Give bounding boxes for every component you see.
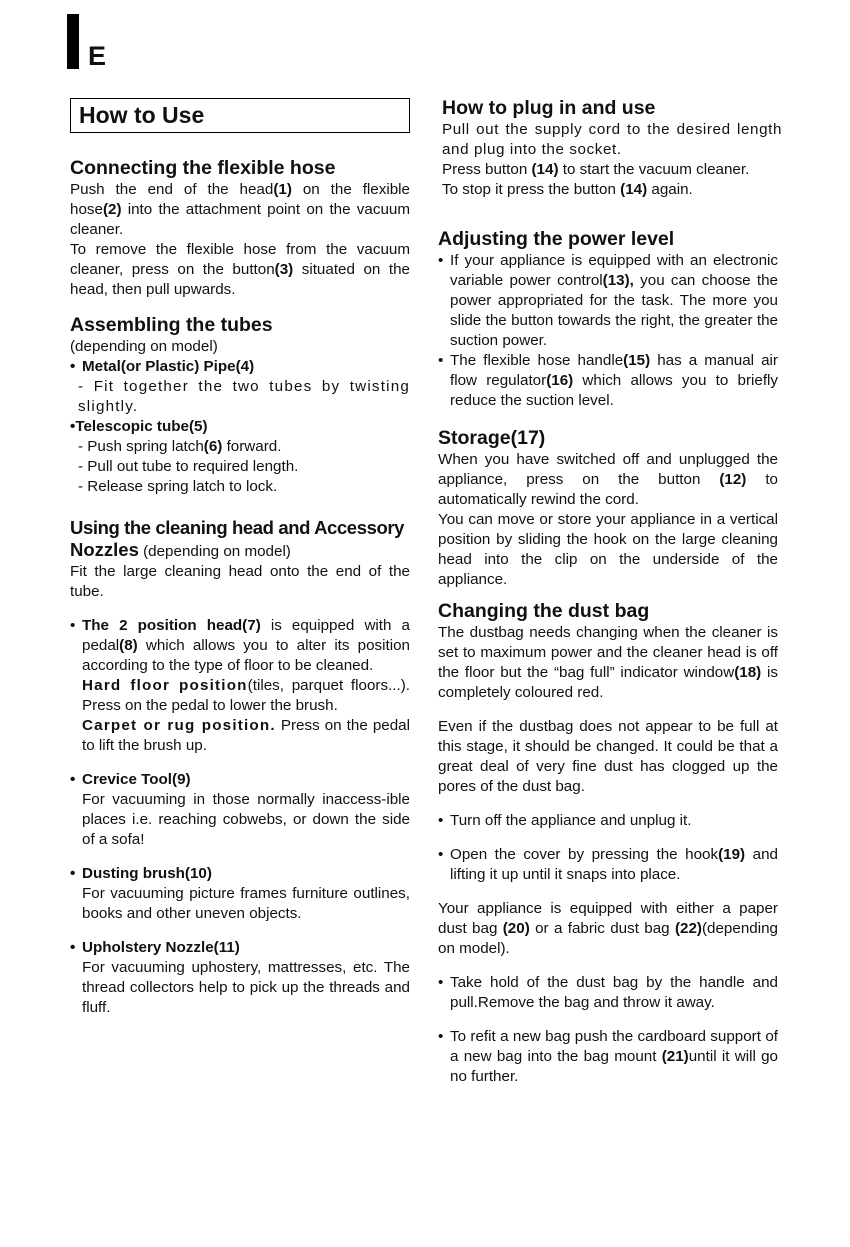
bag-step-remove: • Take hold of the dust bag by the handle and pull.Remove the bag and throw it away.	[438, 973, 778, 1013]
text: to start the vacuum cleaner.	[558, 161, 750, 178]
plug-paragraph-2	[442, 160, 782, 180]
ref-number: (20)	[502, 920, 530, 937]
text: To stop it press the button	[442, 181, 621, 198]
ref-number: (14)	[620, 181, 648, 198]
text: to automatically rewind the cord.	[438, 471, 778, 508]
text: you can choose the power appropriated for the task. The more you slide the button towards the right, the greater the suction power.	[450, 272, 778, 349]
text: is completely coloured red.	[438, 664, 778, 701]
text: Carpet or rug position.	[82, 717, 276, 734]
heading-connecting-hose: Connecting the flexible hose	[70, 157, 336, 179]
section-plug-in	[442, 96, 782, 200]
ref-number: (18)	[734, 664, 762, 681]
section-storage	[438, 426, 778, 590]
section-connecting-hose	[70, 156, 410, 300]
text: is equipped with a pedal	[82, 617, 410, 654]
section-dust-bag	[438, 599, 778, 1087]
cleaning-intro: Fit the large cleaning head onto the end of the tube.	[70, 563, 410, 600]
dusting-title: • Dusting brush(10)	[70, 864, 410, 884]
bag-step-open-cover	[438, 845, 778, 885]
text: situated on the head, then pull upwards.	[70, 261, 410, 298]
ref-number: (3)	[274, 261, 294, 278]
ref-number: (1)	[273, 181, 292, 198]
text: (tiles, parquet floors...). Press on the pedal to lower the brush.	[82, 677, 411, 714]
text: The dustbag needs changing when the cleaner is set to maximum power and the cleaner head is off the floor but the “bag full” indicator window	[438, 624, 778, 681]
heading-cleaning-head: Using the cleaning head and Accessory	[70, 517, 405, 538]
ref-number: (15)	[623, 352, 651, 369]
page-title: How to Use	[70, 98, 410, 133]
text: Hard floor position	[82, 677, 248, 694]
plug-paragraph-1: Pull out the supply cord to the desired length and plug into the socket.	[442, 121, 782, 158]
text: Push the end of the head	[70, 181, 274, 198]
text: The flexible hose handle	[450, 352, 624, 369]
heading-storage: Storage(17)	[438, 427, 546, 449]
cleaning-subheading	[70, 540, 410, 562]
ref-number: (22)	[674, 920, 702, 937]
text: has a manual air flow regulator	[450, 352, 778, 389]
item-upholstery-nozzle	[70, 938, 410, 1018]
text: forward.	[222, 438, 282, 455]
text: which allows you to briefly reduce the suction level.	[450, 372, 779, 409]
connect-paragraph-1	[70, 180, 410, 240]
text: Nozzles	[70, 539, 139, 560]
telescopic-tube-item: •Telescopic tube(5)	[70, 418, 208, 435]
text: (depending on model)	[138, 543, 291, 560]
ref-number: (13),	[602, 272, 634, 289]
text: or a fabric dust bag	[529, 920, 675, 937]
section-power-level	[438, 227, 778, 411]
text: Press on the pedal to lift the brush up.	[82, 717, 410, 754]
power-item-2	[438, 351, 778, 411]
crevice-description: For vacuuming in those normally inaccess-ible places i.e. reaching cobwebs, or down the side of a sofa!	[82, 791, 410, 848]
heading-plug-in: How to plug in and use	[442, 97, 656, 119]
text: which allows you to alter its position according to the type of floor to be cleaned.	[82, 637, 410, 674]
section-marker-bar	[67, 14, 79, 69]
heading-dust-bag: Changing the dust bag	[438, 600, 650, 622]
ref-number: (14)	[531, 161, 559, 178]
telescopic-step-1	[70, 437, 410, 457]
text: Telescopic tube(5)	[75, 418, 208, 435]
plug-paragraph-3	[442, 180, 782, 200]
carpet-position	[70, 716, 410, 756]
crevice-title: • Crevice Tool(9)	[70, 770, 410, 790]
telescopic-step-2: - Pull out tube to required length.	[78, 458, 299, 475]
bag-paragraph-2: Even if the dustbag does not appear to be full at this stage, it should be changed. It could be that a great deal of very fine dust has clogged up the pores of the dust bag.	[438, 718, 778, 795]
text: Open the cover by pressing the hook	[450, 846, 719, 863]
connect-paragraph-2	[70, 240, 410, 300]
ref-number: (8)	[119, 637, 138, 654]
ref-number: (12)	[719, 471, 747, 488]
upholstery-title: • Upholstery Nozzle(11)	[70, 938, 410, 958]
section-cleaning-head	[70, 516, 410, 1018]
item-dusting-brush	[70, 864, 410, 924]
text: (depending on model).	[438, 920, 778, 957]
head-description	[70, 616, 410, 676]
text: on the flexible hose	[70, 181, 410, 218]
text: Press button	[442, 161, 532, 178]
text: The 2 position head(7)	[82, 617, 261, 634]
text: again.	[647, 181, 693, 198]
ref-number: (19)	[718, 846, 746, 863]
ref-number: (6)	[203, 438, 223, 455]
section-assembling-tubes	[70, 313, 410, 497]
assemble-note: (depending on model)	[70, 338, 218, 355]
telescopic-step-3: - Release spring latch to lock.	[78, 478, 278, 495]
storage-paragraph-2: You can move or store your appliance in a vertical position by sliding the hook on the large cleaning head into the clip on the underside of the appliance.	[438, 511, 778, 588]
ref-number: (21)	[661, 1048, 689, 1065]
item-2-position-head	[70, 616, 410, 756]
ref-number: (2)	[102, 201, 122, 218]
storage-paragraph-1	[438, 450, 778, 510]
hard-floor-position	[70, 676, 410, 716]
bag-step-refit	[438, 1027, 778, 1087]
bag-paragraph-3	[438, 899, 778, 959]
bag-paragraph-1	[438, 623, 778, 703]
language-label: E	[88, 41, 107, 71]
text: into the attachment point on the vacuum cleaner.	[70, 201, 410, 238]
heading-power-level: Adjusting the power level	[438, 228, 675, 250]
bag-step-unplug: • Turn off the appliance and unplug it.	[438, 811, 778, 831]
dusting-description: For vacuuming picture frames furniture outlines, books and other uneven objects.	[82, 885, 410, 922]
text: If your appliance is equipped with an electronic variable power control	[450, 252, 778, 289]
upholstery-description: For vacuuming uphostery, mattresses, etc. The thread collectors help to pick up the threads and fluff.	[82, 959, 410, 1016]
text: To refit a new bag push the cardboard support of a new bag into the bag mount	[450, 1028, 778, 1065]
text: When you have switched off and unplugged the appliance, press on the button	[438, 451, 778, 488]
power-item-1	[438, 251, 778, 351]
text: Your appliance is equipped with either a paper dust bag	[438, 900, 778, 937]
text: To remove the flexible hose from the vacuum cleaner, press on the button	[70, 241, 410, 278]
metal-pipe-step: - Fit together the two tubes by twisting slightly.	[78, 378, 410, 415]
heading-assembling-tubes: Assembling the tubes	[70, 314, 273, 336]
text: until it will go no further.	[450, 1048, 778, 1085]
text: - Push spring latch	[78, 438, 204, 455]
ref-number: (16)	[546, 372, 574, 389]
item-crevice-tool	[70, 770, 410, 850]
text: and lifting it up until it snaps into place.	[450, 846, 778, 883]
metal-pipe-item: • Metal(or Plastic) Pipe(4)	[70, 357, 410, 377]
